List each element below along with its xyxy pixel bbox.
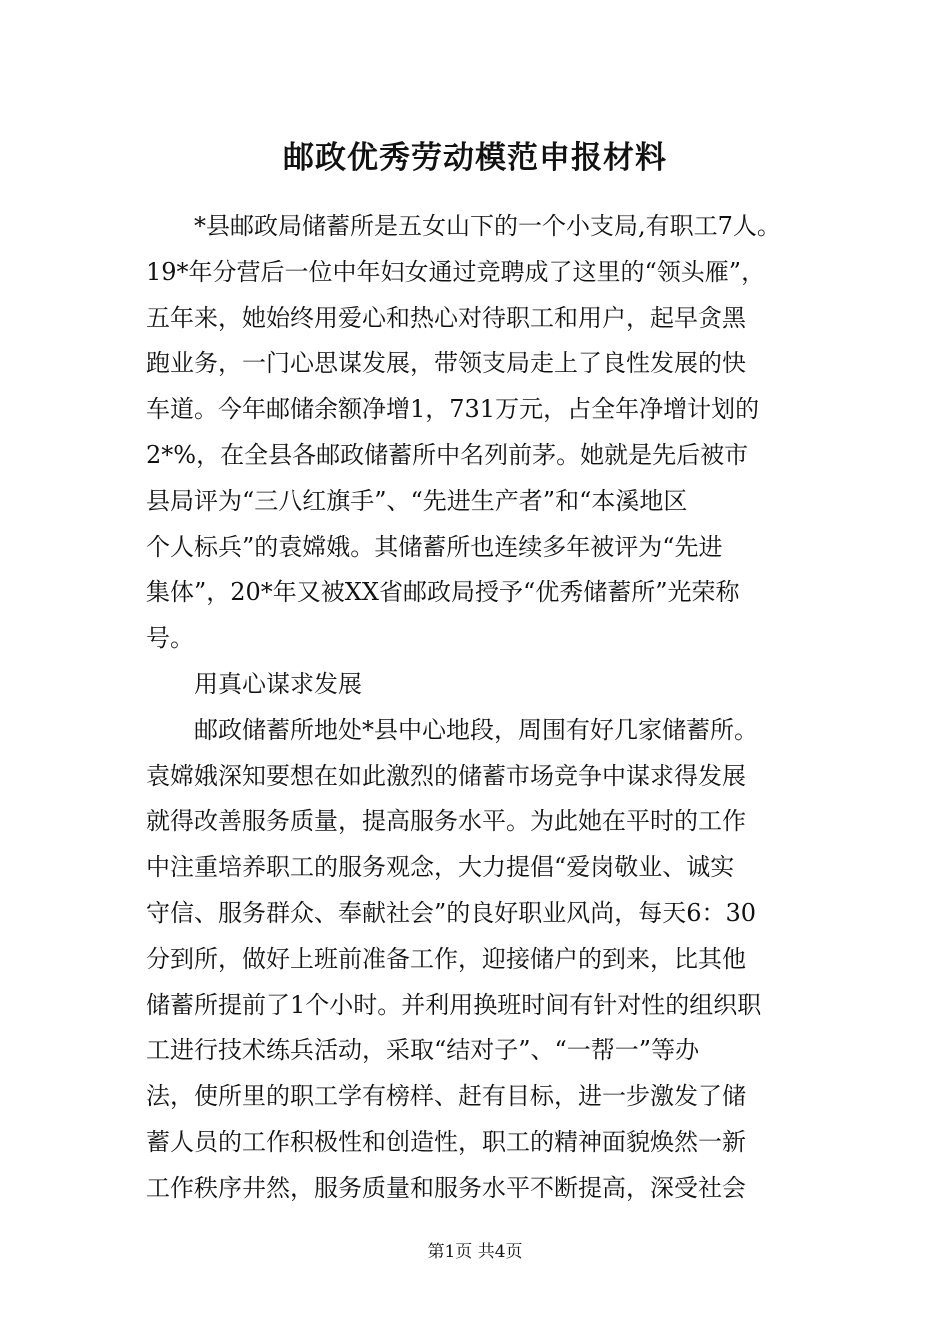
text-line: 集体”，20*年又被XX省邮政局授予“优秀储蓄所”光荣称 — [146, 578, 740, 607]
text-line: 袁嫦娥深知要想在如此激烈的储蓄市场竞争中谋求得发展 — [146, 761, 746, 790]
text-line: 邮政储蓄所地处*县中心地段，周围有好几家储蓄所。 — [194, 715, 758, 744]
document-title: 邮政优秀劳动模范申报材料 — [283, 140, 667, 176]
text-line: 跑业务，一门心思谋发展，带领支局走上了良性发展的快 — [146, 349, 746, 378]
text-line: 储蓄所提前了1个小时。并利用换班时间有针对性的组织职 — [146, 990, 762, 1019]
text-line: 五年来，她始终用爱心和热心对待职工和用户，起早贪黑 — [146, 303, 746, 332]
text-line: 个人标兵”的袁嫦娥。其储蓄所也连续多年被评为“先进 — [146, 532, 723, 561]
text-line: 分到所，做好上班前准备工作，迎接储户的到来，比其他 — [146, 944, 746, 973]
paragraph-intro — [146, 204, 810, 662]
section-heading — [146, 662, 810, 708]
document-body — [146, 204, 810, 1212]
text-line: 号。 — [146, 624, 194, 653]
text-line: *县邮政局储蓄所是五女山下的一个小支局,有职工7人。 — [194, 212, 781, 240]
text-line: 2*%，在全县各邮政储蓄所中名列前茅。她就是先后被市 — [146, 440, 749, 469]
text-line: 工进行技术练兵活动，采取“结对子”、“一帮一”等办 — [146, 1036, 700, 1065]
section-heading-text: 用真心谋求发展 — [194, 669, 362, 698]
text-line: 守信、服务群众、奉献社会”的良好职业风尚，每天6：30 — [146, 898, 757, 927]
text-line: 法，使所里的职工学有榜样、赶有目标，进一步激发了储 — [146, 1082, 746, 1111]
text-line: 车道。今年邮储余额净增1，731万元，占全年净增计划的 — [146, 395, 760, 424]
paragraph-body — [146, 708, 810, 1212]
text-line: 工作秩序井然，服务质量和服务水平不断提高，深受社会 — [146, 1173, 746, 1202]
text-line: 19*年分营后一位中年妇女通过竞聘成了这里的“领头雁”， — [146, 257, 766, 286]
text-line: 县局评为“三八红旗手”、“先进生产者”和“本溪地区 — [146, 486, 688, 515]
text-line: 蓄人员的工作积极性和创造性，职工的精神面貌焕然一新 — [146, 1127, 746, 1156]
page-footer: 第1页 共4页 — [427, 1242, 523, 1262]
text-line: 就得改善服务质量，提高服务水平。为此她在平时的工作 — [146, 807, 746, 836]
text-line: 中注重培养职工的服务观念，大力提倡“爱岗敬业、诚实 — [146, 853, 735, 882]
